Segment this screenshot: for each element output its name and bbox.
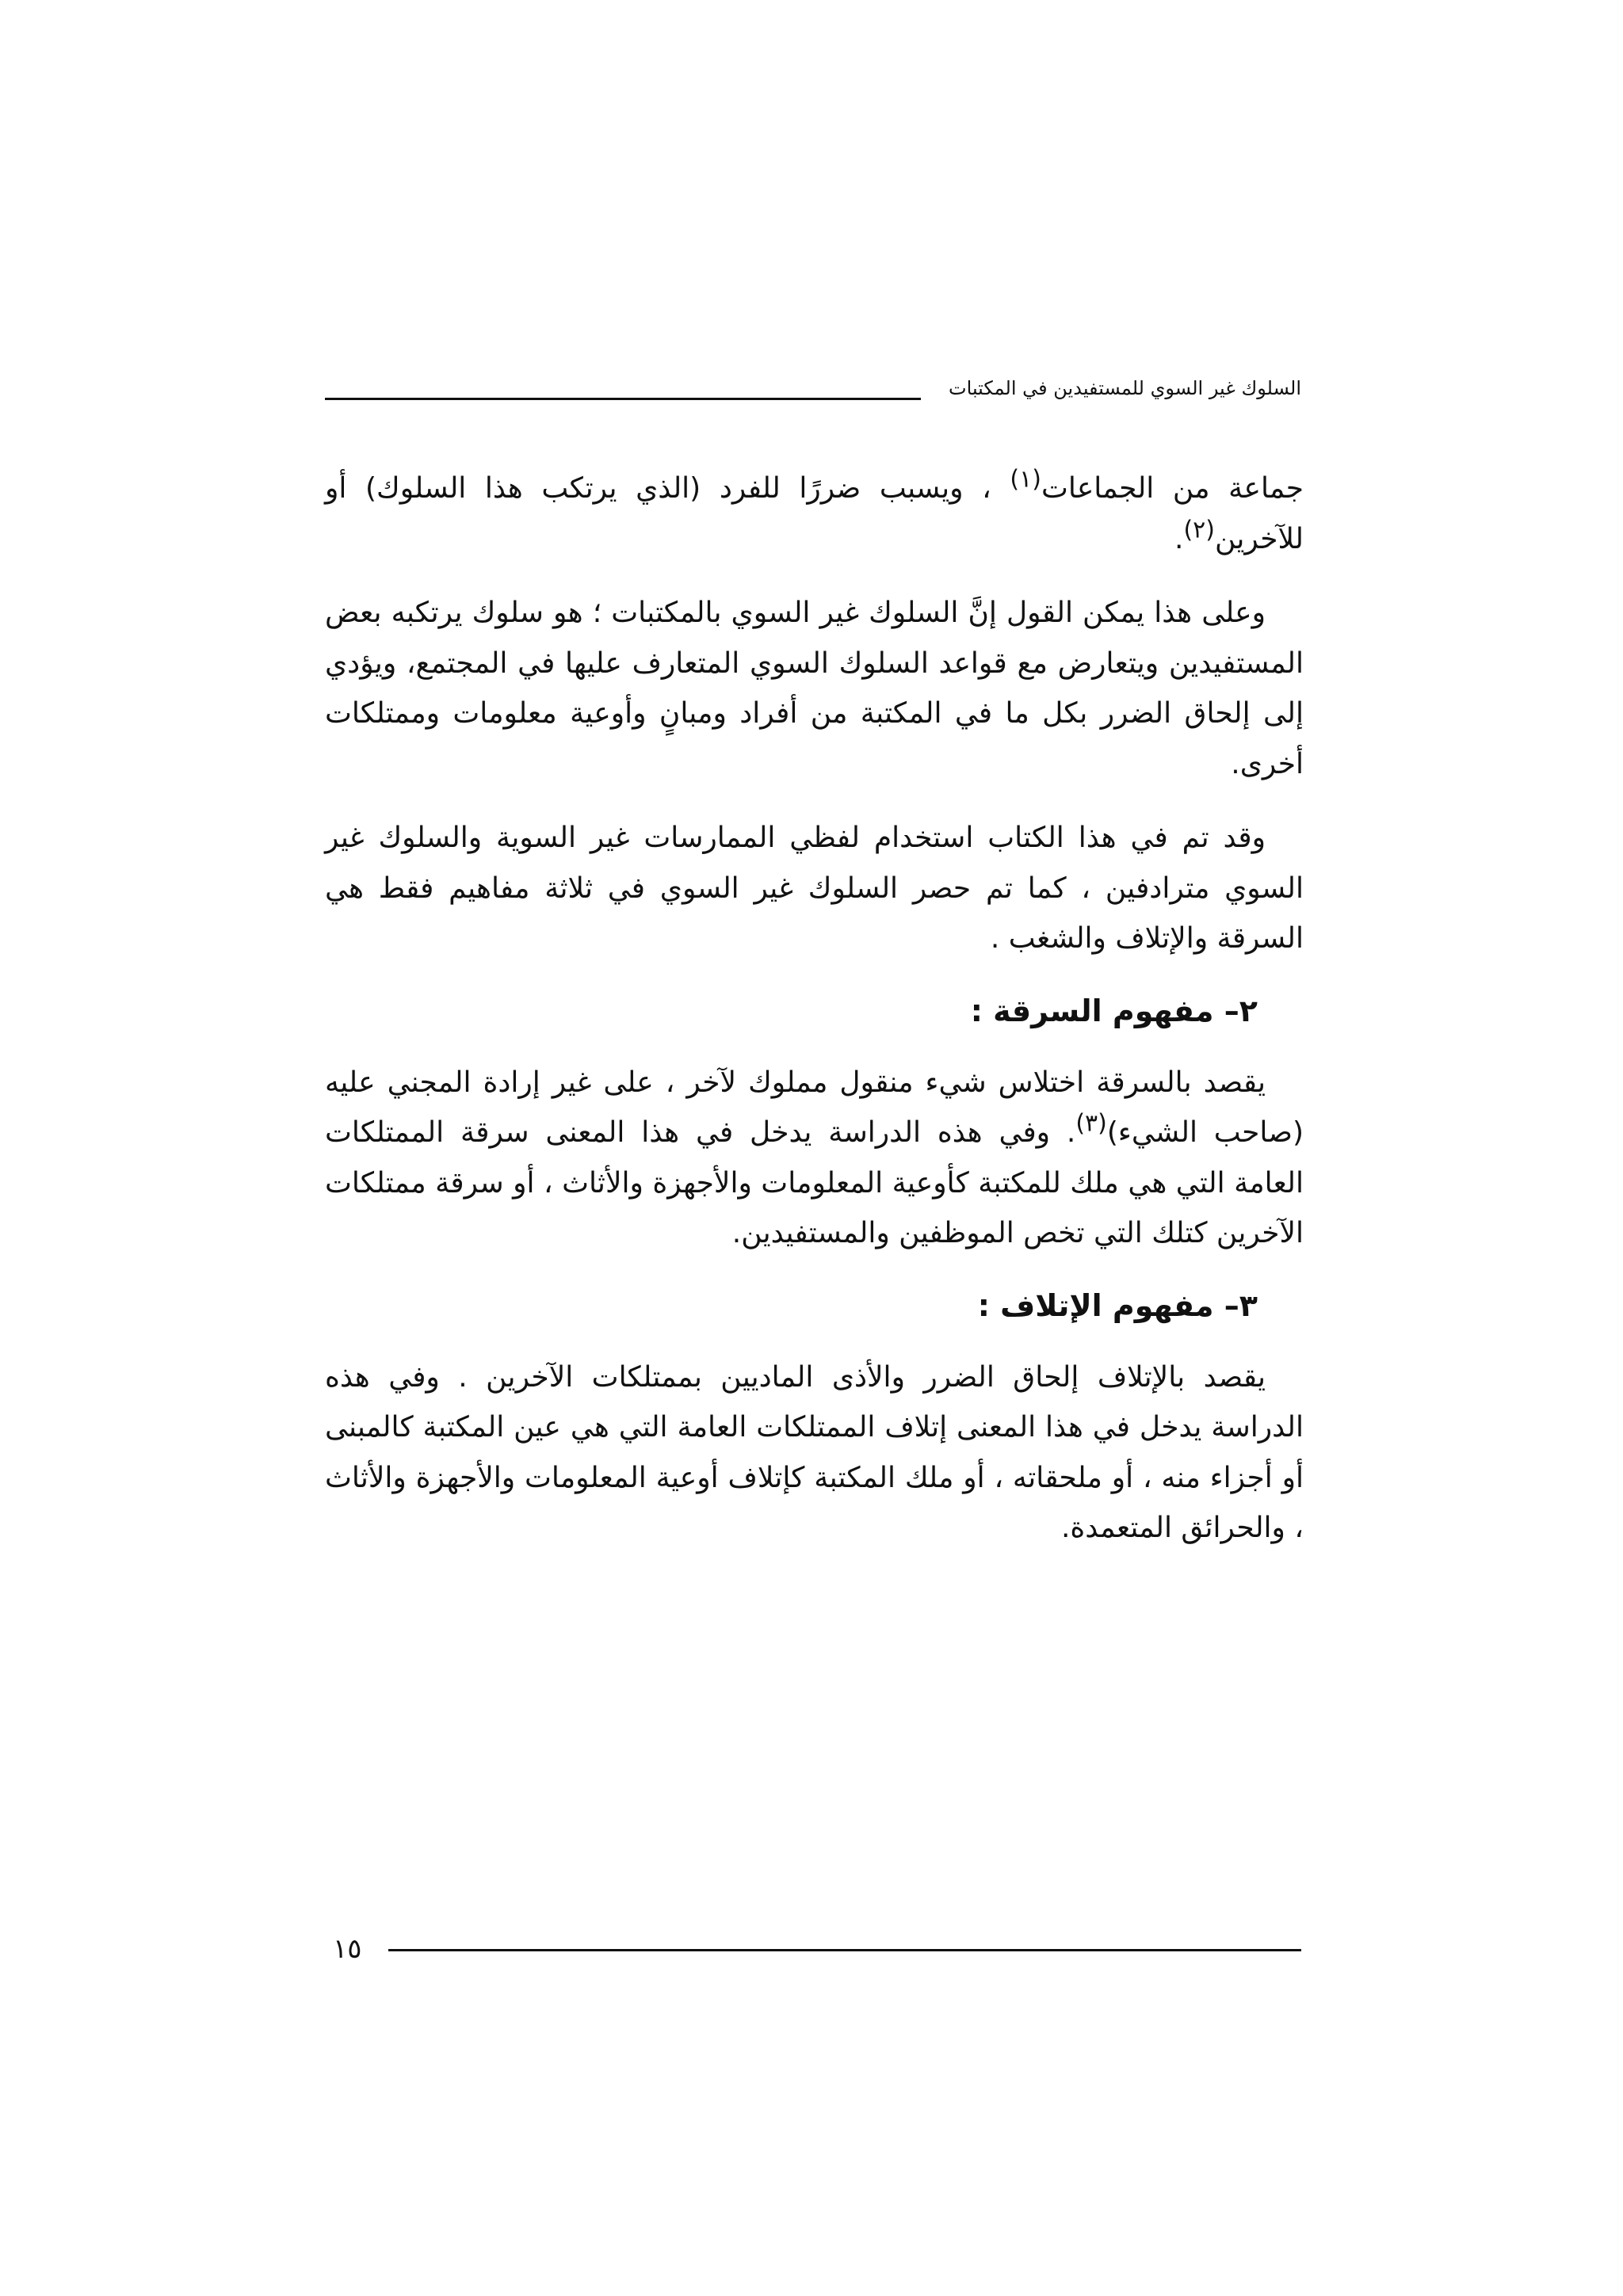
section-heading-theft: ٢– مفهوم السرقة : [970, 993, 1258, 1028]
body-text [325, 463, 1304, 1554]
paragraph-continuation [325, 463, 1304, 564]
header-rule [325, 398, 921, 400]
running-header-title: السلوك غير السوي للمستفيدين في المكتبات [945, 376, 1301, 401]
paragraph-text: . وفي هذه الدراسة يدخل في هذا المعنى سرقة الممتلكات العامة التي هي ملك للمكتبة كأوعية المعلومات والأجهزة والأثاث ، أو سرقة ممتلكات الآخرين كتلك التي تخص الموظفين والمستفيدين. [325, 1116, 1304, 1249]
paragraph-text: ، ويسبب ضررًا للفرد (الذي يرتكب هذا السلوك) أو للآخرين [325, 472, 1304, 555]
footnote-ref-1: (١) [1010, 465, 1041, 494]
footnote-ref-2: (٢) [1183, 516, 1215, 543]
paragraph-text: جماعة من الجماعات [1041, 472, 1304, 505]
page-footer [325, 1932, 1301, 1966]
footnote-ref-3: (٣) [1075, 1109, 1107, 1138]
paragraph-definition-summary [325, 588, 1304, 789]
paragraph-text: وقد تم في هذا الكتاب استخدام لفظي الممارسات غير السوية والسلوك غير السوي مترادفين ، كما تم حصر السلوك غير السوي في ثلاثة مفاهيم فقط هي السرقة والإتلاف والشغب . [325, 822, 1304, 955]
page-number: ١٥ [333, 1933, 362, 1965]
paragraph-text: يقصد بالإتلاف إلحاق الضرر والأذى الماديين بممتلكات الآخرين . وفي هذه الدراسة يدخل في هذا المعنى إتلاف الممتلكات العامة التي هي عين المكتبة كالمبنى أو أجزاء منه ، أو ملحقاته ، أو ملك المكتبة كإتلاف أوعية المعلومات والأجهزة والأثاث ، والحرائق المتعمدة. [325, 1360, 1304, 1544]
paragraph-terminology [325, 813, 1304, 964]
paragraph-text: . [1174, 522, 1184, 555]
paragraph-vandalism [325, 1352, 1304, 1554]
paragraph-theft [325, 1058, 1304, 1259]
running-header [325, 376, 1301, 407]
section-heading-vandalism: ٣– مفهوم الإتلاف : [977, 1287, 1258, 1323]
paragraph-text: وعلى هذا يمكن القول إنَّ السلوك غير السوي بالمكتبات ؛ هو سلوك يرتكبه بعض المستفيدين ويتعارض مع قواعد السلوك السوي المتعارف عليها في المجتمع، ويؤدي إلى إلحاق الضرر بكل ما في المكتبة من أفراد ومبانٍ وأوعية معلومات وممتلكات أخرى. [325, 597, 1304, 780]
footer-rule [388, 1949, 1301, 1951]
paragraph-text: يقصد بالسرقة اختلاس شيء منقول مملوك لآخر ، على غير إرادة المجني عليه (صاحب الشيء) [325, 1066, 1304, 1149]
